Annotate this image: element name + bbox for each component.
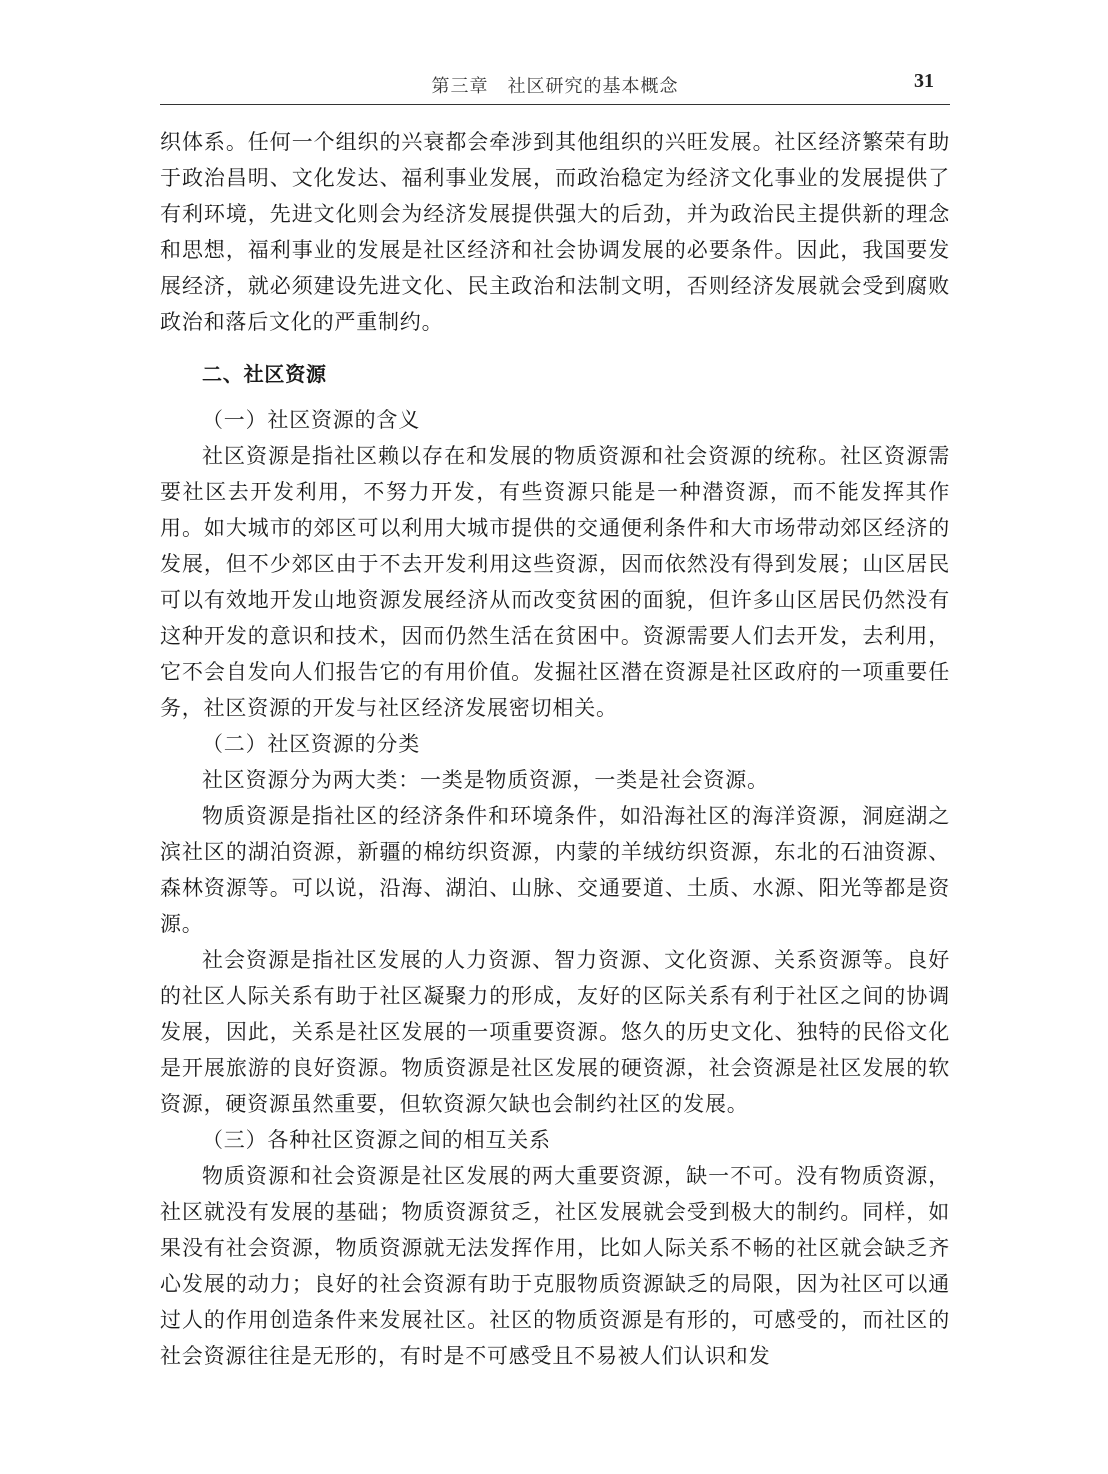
paragraph-classification: 社区资源分为两大类：一类是物质资源，一类是社会资源。: [202, 768, 769, 792]
subsection-heading-2: （二）社区资源的分类: [202, 732, 420, 756]
paragraph-continued: 织体系。任何一个组织的兴衰都会牵涉到其他组织的兴旺发展。社区经济繁荣有助于政治昌明、文化发达、福利事业发展，而政治稳定为经济文化事业的发展提供了有利环境，先进文化则会为经济发展提供强大的后劲，并为政治民主提供新的理念和思想，福利事业的发展是社区经济和社会协调发展的必要条件。因此，我国要发展经济，就必须建设先进文化、民主政治和法制文明，否则经济发展就会受到腐败政治和落后文化的严重制约。: [160, 130, 950, 334]
subsection-heading-3: （三）各种社区资源之间的相互关系: [202, 1128, 551, 1152]
running-title: 第三章 社区研究的基本概念: [431, 76, 679, 97]
paragraph-relationship: 物质资源和社会资源是社区发展的两大重要资源，缺一不可。没有物质资源，社区就没有发展的基础；物质资源贫乏，社区发展就会受到极大的制约。同样，如果没有社会资源，物质资源就无法发挥作用，比如人际关系不畅的社区就会缺乏齐心发展的动力；良好的社会资源有助于克服物质资源缺乏的局限，因为社区可以通过人的作用创造条件来发展社区。社区的物质资源是有形的，可感受的，而社区的社会资源往往是无形的，有时是不可感受且不易被人们认识和发: [160, 1164, 950, 1368]
section-heading: 二、社区资源: [202, 362, 327, 386]
subsection-heading-1: （一）社区资源的含义: [202, 408, 420, 432]
paragraph-definition: 社区资源是指社区赖以存在和发展的物质资源和社会资源的统称。社区资源需要社区去开发利用，不努力开发，有些资源只能是一种潜资源，而不能发挥其作用。如大城市的郊区可以利用大城市提供的交通便利条件和大市场带动郊区经济的发展，但不少郊区由于不去开发利用这些资源，因而依然没有得到发展；山区居民可以有效地开发山地资源发展经济从而改变贫困的面貌，但许多山区居民仍然没有这种开发的意识和技术，因而仍然生活在贫困中。资源需要人们去开发，去利用，它不会自发向人们报告它的有用价值。发掘社区潜在资源是社区政府的一项重要任务，社区资源的开发与社区经济发展密切相关。: [160, 444, 950, 720]
running-header: [160, 68, 950, 105]
paragraph-material-resources: 物质资源是指社区的经济条件和环境条件，如沿海社区的海洋资源，洞庭湖之滨社区的湖泊资源，新疆的棉纺织资源，内蒙的羊绒纺织资源，东北的石油资源、森林资源等。可以说，沿海、湖泊、山脉、交通要道、土质、水源、阳光等都是资源。: [160, 804, 950, 936]
page-body: [160, 124, 950, 1374]
page-number: 31: [914, 70, 934, 92]
paragraph-social-resources: 社会资源是指社区发展的人力资源、智力资源、文化资源、关系资源等。良好的社区人际关系有助于社区凝聚力的形成，友好的区际关系有利于社区之间的协调发展，因此，关系是社区发展的一项重要资源。悠久的历史文化、独特的民俗文化是开展旅游的良好资源。物质资源是社区发展的硬资源，社会资源是社区发展的软资源，硬资源虽然重要，但软资源欠缺也会制约社区的发展。: [160, 948, 950, 1116]
